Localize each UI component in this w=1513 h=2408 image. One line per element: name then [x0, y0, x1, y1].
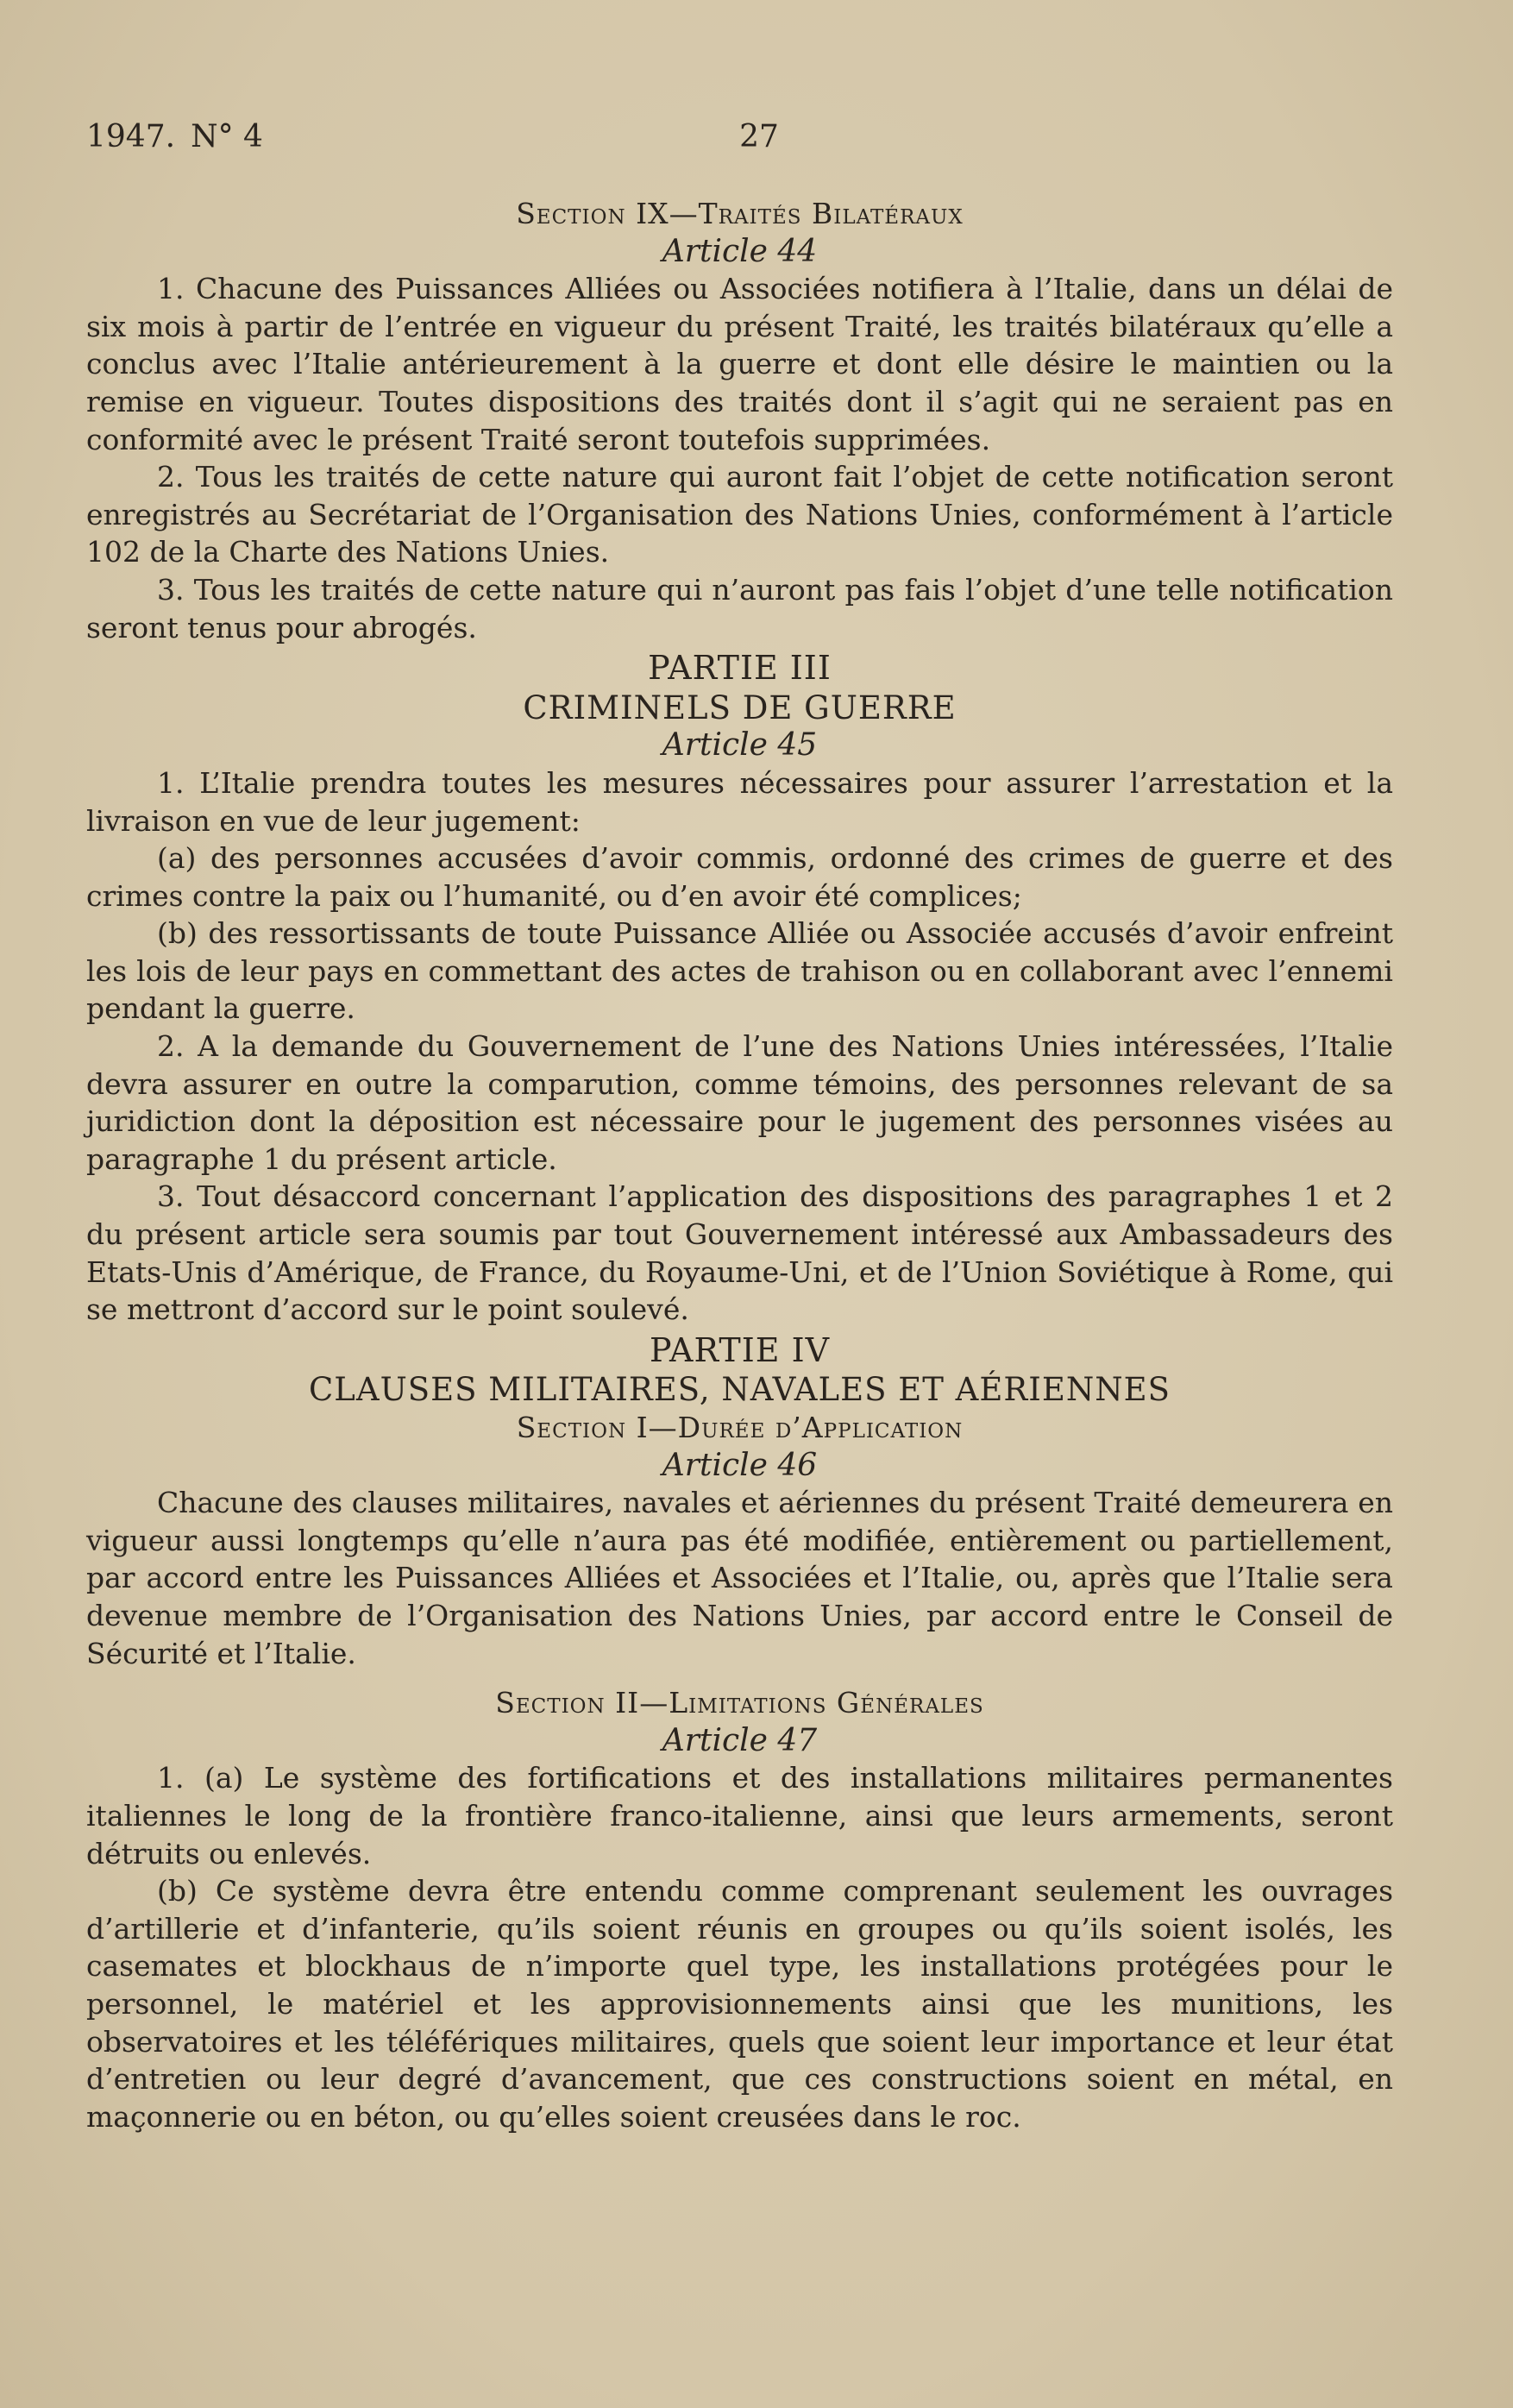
header-number: N° 4 — [191, 119, 263, 154]
section-heading: Section I—Durée d’Application — [516, 1411, 964, 1444]
paragraph: (a) des personnes accusées d’avoir commis, ordonné des crimes de guerre et des crimes contre la paix ou l’humanité, ou d’en avoir été complices; — [86, 841, 1393, 913]
paragraph: Chacune des clauses militaires, navales et aériennes du présent Traité demeurera en vigueur aussi longtemps qu’elle n’aura pas été modifiée, entièrement ou partiellement, par accord entre les Puissances Alliées et Associées et l’Italie, ou, après que l’Italie sera devenue membre de l’Organisation des Nations Unies, par accord entre le Conseil de Sécurité et l’Italie. — [86, 1486, 1393, 1670]
paragraph: 2. A la demande du Gouvernement de l’une des Nations Unies intéressées, l’Italie devra assurer en outre la comparution, comme témoins, des personnes relevant de sa juridiction dont la déposition est nécessaire pour le jugement des personnes visées au paragraphe 1 du présent article. — [86, 1029, 1393, 1176]
article-heading: Article 45 — [662, 727, 818, 764]
paragraph: 1. (a) Le système des fortifications et des installations militaires permanentes italiennes le long de la frontière franco-italienne, ainsi que leurs armements, seront détruits ou enlevés. — [86, 1761, 1393, 1870]
paragraph: 1. L’Italie prendra toutes les mesures nécessaires pour assurer l’arrestation et la livraison en vue de leur jugement: — [86, 765, 1393, 838]
article-heading: Article 47 — [662, 1722, 818, 1758]
page-header — [86, 119, 1432, 171]
paragraph: 1. Chacune des Puissances Alliées ou Associées notifiera à l’Italie, dans un délai de six mois à partir de l’entrée en vigueur du présent Traité, les traités bilatéraux qu’elle a conclus avec l’Italie antérieurement à la guerre et dont elle désire le maintien ou la remise en vigueur. Toutes dispositions des traités dont il s’agit qui ne seraient pas en conformité avec le présent Traité seront toutefois supprimées. — [86, 272, 1393, 456]
part-heading: PARTIE IV — [649, 1330, 831, 1369]
paragraph: (b) Ce système devra être entendu comme comprenant seulement les ouvrages d’artillerie et d’infanterie, qu’ils soient réunis en groupes ou qu’ils soient isolés, les casemates et blockhaus de n’importe quel type, les installations protégées pour le personnel, le matériel et les approvisionnements ainsi que les munitions, les observatoires et les téléfériques militaires, quels que soient leur importance et leur état d’entretien ou leur degré d’avancement, que ces constructions soient en métal, en maçonnerie ou en béton, ou qu’elles soient creusées dans le roc. — [86, 1874, 1393, 2134]
page-number: 27 — [739, 119, 779, 154]
part-title: CRIMINELS DE GUERRE — [523, 688, 957, 726]
article-heading: Article 44 — [662, 233, 818, 269]
paragraph: 3. Tout désaccord concernant l’application des dispositions des paragraphes 1 et 2 du présent article sera soumis par tout Gouvernement intéressé aux Ambassadeurs des Etats-Unis d’Amérique, de France, du Royaume-Uni, et de l’Union Soviétique à Rome, qui se mettront d’accord sur le point soulevé. — [86, 1179, 1393, 1327]
header-year: 1947. — [86, 119, 176, 154]
page-body — [86, 195, 1393, 2135]
part-heading: PARTIE III — [648, 649, 832, 688]
section-heading: Section II—Limitations Générales — [495, 1686, 984, 1720]
paragraph: 3. Tous les traités de cette nature qui n’auront pas fais l’objet d’une telle notification seront tenus pour abrogés. — [86, 572, 1393, 644]
article-heading: Article 46 — [662, 1447, 818, 1483]
paragraph: 2. Tous les traités de cette nature qui auront fait l’objet de cette notification seront enregistrés au Secrétariat de l’Organisation des Nations Unies, conformément à l’article 102 de la Charte des Nations Unies. — [86, 460, 1393, 569]
paragraph: (b) des ressortissants de toute Puissance Alliée ou Associée accusés d’avoir enfreint les lois de leur pays en commettant des actes de trahison ou en collaborant avec l’ennemi pendant la guerre. — [86, 916, 1393, 1026]
section-heading: Section IX—Traités Bilatéraux — [516, 197, 964, 230]
part-title: CLAUSES MILITAIRES, NAVALES ET AÉRIENNES — [309, 1371, 1171, 1409]
